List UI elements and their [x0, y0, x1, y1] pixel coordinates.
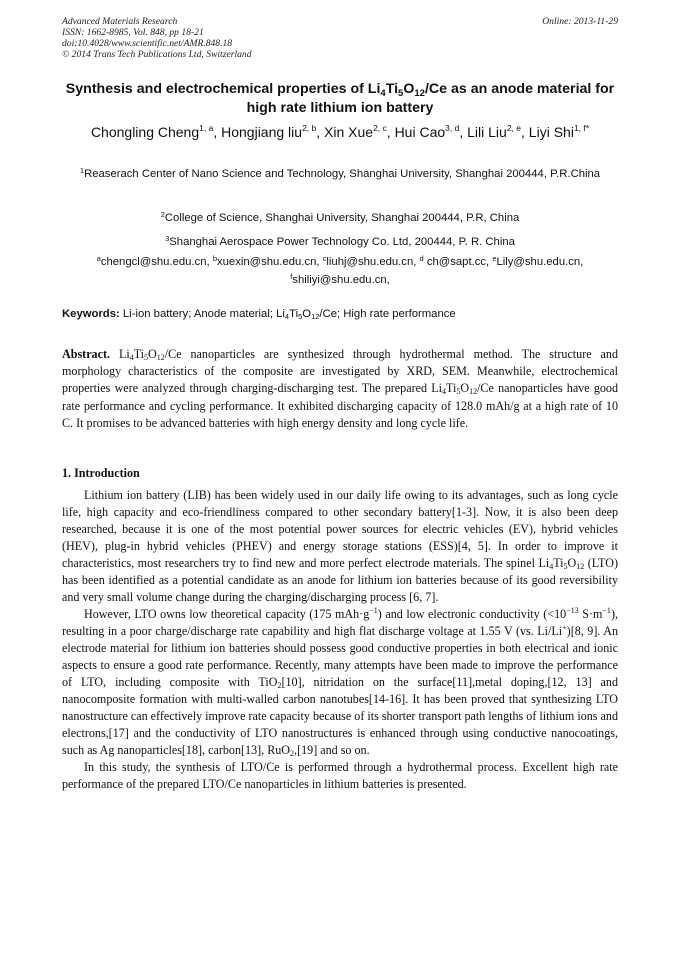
author-name: Xin Xue [324, 124, 374, 140]
paragraph-subscript: 2 [277, 681, 282, 690]
paragraph-superscript: −1 [602, 606, 611, 615]
affiliation-3 [62, 234, 618, 252]
keywords [62, 306, 618, 322]
keywords-text: O [302, 308, 312, 320]
intro-paragraph-3: In this study, the synthesis of LTO/Ce is performed through a hydrothermal process. Excellent high rate performance of the prepared LTO/Ce nanoparticles in lithium batteries is presented. [62, 760, 618, 791]
author-affiliation-mark: 3, d [445, 123, 460, 133]
title-subscript: 5 [398, 88, 404, 99]
author-affiliation-mark: 1, f* [573, 123, 590, 133]
paragraph-subscript: 5 [563, 562, 568, 571]
author-separator: , [459, 124, 468, 140]
author [91, 124, 221, 140]
paragraph-text: ,[19] and so on. [294, 743, 370, 757]
introduction-body [62, 487, 618, 793]
paragraph-text: S·m [578, 607, 603, 621]
abstract-subscript: 5 [144, 353, 149, 362]
paragraph-text: [10], nitridation on the surface[11],metal doping,[12, 13] and nanocomposite formation with multi-walled carbon nanotubes[14-16]. It has been proved that synthesizing LTO nanostructure can effectively improve rate capacity because of its shorter transport path lengths of lithium ions and electrons,[17] and the conductivity of LTO nanostructures is enhanced through using conductive nanocoatings, such as Ag nanoparticles[18], carbon[13], RuO [62, 675, 619, 757]
paragraph-text: ) and low electronic conductivity (<10 [377, 607, 567, 621]
abstract-text: /Ce nanoparticles have good rate performance and cycling performance. It exhibited discharging capacity of 128.0 mAh/g at a high rate of 10 C. It promises to be advanced batteries with high energy density and long cycle life. [62, 381, 619, 430]
keywords-subscript: 4 [284, 312, 290, 321]
paragraph-text: )[8, 9]. An electrode material for lithium ion batteries should possess good conductive properties in both electrical and ionic aspects to ensure a good rate performance. Recently, many attempts have been made to improve the performance of LTO, including composite with TiO [62, 624, 619, 689]
email-address: chengcl@shu.edu.cn, [100, 256, 213, 268]
author [324, 124, 395, 140]
title-subscript: 12 [414, 88, 425, 99]
paragraph-text: However, LTO owns low theoretical capacity (175 mAh·g [84, 607, 370, 621]
abstract-subscript: 4 [442, 387, 446, 397]
email-address: liuhj@shu.edu.cn, [326, 256, 420, 268]
author-affiliation-mark: 1, a [199, 123, 214, 133]
paragraph-text: Ti [553, 556, 564, 570]
author [529, 124, 589, 140]
keywords-text: Li-ion battery; Anode material; Li [119, 308, 285, 320]
title-subscript: 4 [380, 88, 386, 99]
keywords-subscript: 5 [298, 312, 303, 321]
author [467, 124, 529, 140]
paper-title [62, 80, 618, 118]
affiliation-number: 3 [165, 234, 170, 243]
paragraph-text: (LTO) has been identified as a potential candidate as an anode for lithium ion batteries because of its good reversibility and very small volume change during the charging/discharging process [6, 7]. [62, 556, 618, 604]
email-address: xuexin@shu.edu.cn, [216, 256, 323, 268]
affiliation-text: Shanghai Aerospace Power Technology Co. Ltd, 200444, P. R. China [169, 236, 515, 248]
author-affiliation-mark: 2, b [302, 123, 317, 133]
affiliation-2 [62, 210, 618, 228]
keywords-subscript: 12 [311, 312, 320, 321]
email-list [62, 254, 618, 289]
running-header [62, 16, 618, 60]
title-text: /Ce as an anode material for high rate lithium ion battery [246, 81, 615, 116]
author-separator: , [213, 124, 222, 140]
author-name: Liyi Shi [528, 124, 574, 140]
author-separator: , [521, 124, 529, 140]
abstract-text: Li [110, 347, 130, 361]
paragraph-text: O [567, 556, 577, 570]
affiliation-1 [62, 166, 618, 184]
author [221, 124, 324, 140]
email-mark: b [212, 254, 217, 263]
abstract-subscript: 5 [456, 387, 461, 397]
affiliation-number: 1 [79, 166, 85, 175]
email-address: Lily@shu.edu.cn, [496, 256, 584, 268]
affiliation-text: Reaserach Center of Nano Science and Technology, Shanghai University, Shanghai 200444, P.R.China [84, 168, 601, 180]
author-separator: , [316, 124, 325, 140]
abstract-subscript: 12 [469, 387, 478, 397]
abstract-text: /Ce nanoparticles are synthesized through hydrothermal method. The structure and morphology characteristics of the composite are investigated by XRD, SEM. Meanwhile, electrochemical properties were analyzed through charging-discharging test. The prepared Li [62, 347, 619, 396]
title-text: Ti [385, 81, 399, 97]
paragraph-superscript: −1 [369, 606, 378, 615]
author-name: Hui Cao [394, 124, 446, 140]
paragraph-subscript: 2 [290, 749, 295, 758]
author-name: Chongling Cheng [90, 124, 200, 140]
author-name: Hongjiang liu [221, 124, 303, 140]
abstract-text: O [460, 381, 470, 396]
abstract-text: Ti [133, 347, 145, 361]
author [395, 124, 468, 140]
abstract-label: Abstract. [62, 347, 111, 361]
paragraph-text: ), resulting in a poor charge/discharge rate capability and high flat discharge voltage at 1.55 V (vs. Li/Li [62, 607, 618, 638]
copyright-line: © 2014 Trans Tech Publications Ltd, Switzerland [62, 49, 252, 60]
online-date: Online: 2013-11-29 [542, 16, 618, 27]
affiliation-number: 2 [160, 210, 165, 219]
paragraph-subscript: 4 [549, 562, 554, 571]
email-mark: a [96, 254, 101, 263]
doi-line: doi:10.4028/www.scientific.net/AMR.848.18 [62, 38, 233, 49]
paragraph-superscript: + [562, 623, 567, 632]
keywords-text: /Ce; High rate performance [319, 308, 456, 320]
paragraph-superscript: −13 [566, 606, 579, 615]
email-mark: c [322, 254, 327, 263]
title-text: Synthesis and electrochemical properties of Li [65, 81, 381, 97]
email-address: shiliyi@shu.edu.cn, [292, 273, 390, 286]
email-mark: f [290, 271, 293, 281]
abstract-subscript: 12 [156, 353, 165, 362]
paragraph-text: Lithium ion battery (LIB) has been widely used in our daily life owing to its advantages, such as long cycle life, high capacity and eco-friendliness compared to other secondary battery[1-3]. Now, it is also been deep researched, because it is one of the most potential power sources for electric vehicles (EV), hybrid vehicles (HEV), plug-in hybrid vehicles (PHEV) and energy storage stations (ESS)[4, 5]. In order to improve it characteristics, most researchers try to find new and more perfect electrode materials. The spinel Li [62, 488, 618, 570]
author-affiliation-mark: 2, e [506, 123, 522, 133]
journal-name: Advanced Materials Research [62, 16, 178, 27]
intro-paragraph-1 [62, 487, 618, 606]
affiliation-text: College of Science, Shanghai University, Shanghai 200444, P.R, China [164, 212, 520, 224]
section-heading: 1. Introduction [62, 466, 140, 480]
author-affiliation-mark: 2, c [373, 123, 387, 133]
keywords-text: Ti [289, 308, 299, 320]
abstract-subscript: 4 [129, 353, 134, 362]
paragraph-subscript: 12 [576, 562, 585, 571]
email-mark: d [419, 254, 424, 263]
keywords-label: Keywords: [62, 308, 120, 320]
email-mark: e [492, 254, 497, 263]
author-separator: , [386, 124, 395, 140]
abstract-text: O [148, 347, 157, 361]
abstract [62, 346, 618, 432]
author-name: Lili Liu [467, 124, 507, 140]
email-address: ch@sapt.cc, [423, 256, 493, 268]
abstract-text: Ti [446, 381, 457, 396]
issn-line: ISSN: 1662-8985, Vol. 848, pp 18-21 [62, 27, 204, 38]
author-list [62, 122, 618, 142]
title-text: O [403, 81, 415, 97]
intro-paragraph-2 [62, 606, 618, 759]
